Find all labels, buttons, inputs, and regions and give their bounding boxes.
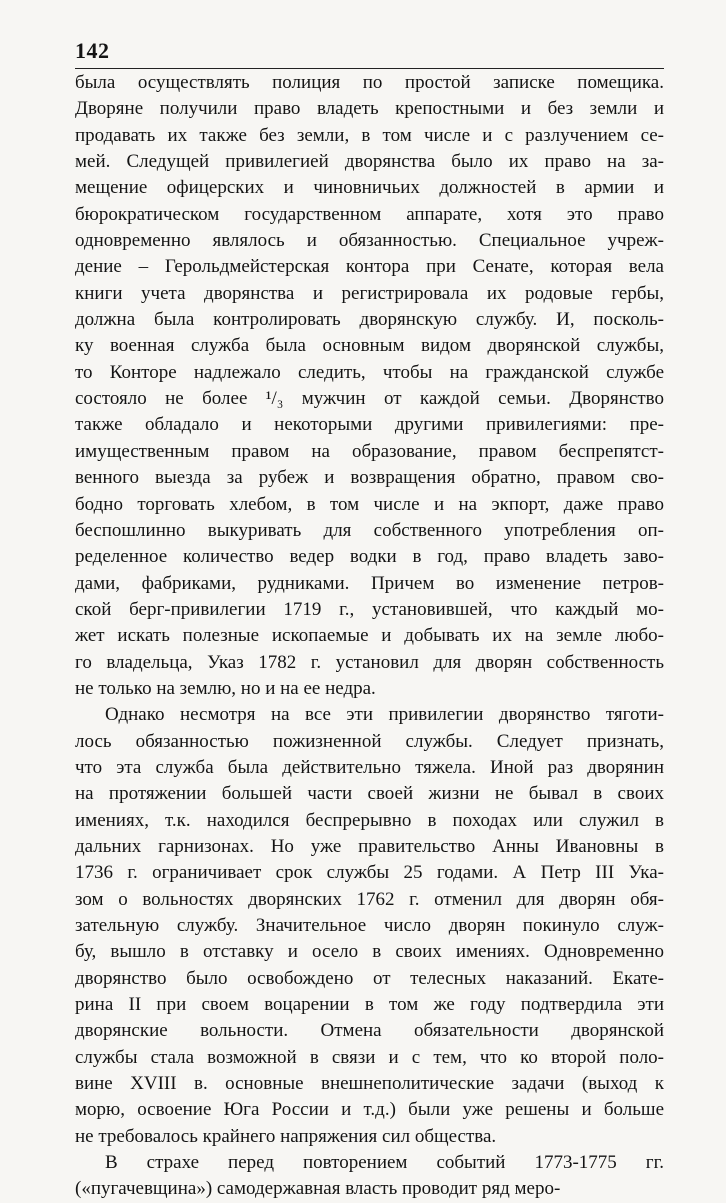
- text-line: не требовалось крайнего напряжения сил общества.: [75, 1125, 497, 1147]
- text-line: ределенное количество ведер водки в год, право владеть заво-: [75, 546, 664, 568]
- text-line: зом о вольностях дворянских 1762 г. отменил для дворян обя-: [75, 888, 664, 910]
- text-line: дворянские вольности. Отмена обязательности дворянской: [75, 1020, 664, 1042]
- text-line: Дворяне получили право владеть крепостными и без земли и: [75, 98, 664, 120]
- paragraph: [75, 1150, 664, 1203]
- text-line: ской берг-привилегии 1719 г., установившей, что каждый мо-: [75, 598, 664, 620]
- text-line: венного выезда за рубеж и возвращения обратно, правом сво-: [75, 467, 664, 489]
- text-line: также обладало и некоторыми другими привилегиями: пре-: [75, 414, 664, 436]
- text-line: продавать их также без земли, в том числе и с разлучением се-: [75, 124, 664, 146]
- paragraph: [75, 70, 664, 702]
- text-line: службы стала возможной в связи и с тем, что ко второй поло-: [75, 1046, 664, 1068]
- text-line: бу, вышло в отставку и осело в своих имениях. Одновременно: [75, 941, 664, 963]
- text-line: имениях, т.к. находился беспрерывно в походах или служил в: [75, 809, 664, 831]
- text-line: ку военная служба была основным видом дворянской службы,: [75, 335, 664, 357]
- text-line: го владельца, Указ 1782 г. установил для дворян собственность: [75, 651, 664, 673]
- text-line: дальних гарнизонах. Но уже правительство Анны Ивановны в: [75, 835, 664, 857]
- text-line: морю, освоение Юга России и т.д.) были уже решены и больше: [75, 1099, 664, 1121]
- text-line: мещение офицерских и чиновничьих должностей в армии и: [75, 177, 664, 199]
- text-line: 1736 г. ограничивает срок службы 25 годами. А Петр III Ука-: [75, 862, 664, 884]
- text-line: лось обязанностью пожизненной службы. Следует признать,: [75, 730, 664, 752]
- text-line: дение – Герольдмейстерская контора при Сенате, которая вела: [75, 256, 664, 278]
- text-line: то Конторе надлежало следить, чтобы на гражданской службе: [75, 361, 664, 383]
- text-line: должна была контролировать дворянскую службу. И, посколь-: [75, 309, 664, 331]
- text-line: дворянство было освобождено от телесных наказаний. Екате-: [75, 967, 664, 989]
- text-line: одновременно являлось и обязанностью. Специальное учреж-: [75, 230, 664, 252]
- text-line: Однако несмотря на все эти привилегии дворянство тяготи-: [105, 704, 664, 726]
- text-line: что эта служба была действительно тяжела. Иной раз дворянин: [75, 756, 664, 778]
- paragraph: [75, 702, 664, 1150]
- text-line: была осуществлять полиция по простой записке помещика.: [75, 72, 664, 93]
- text-line: рина II при своем воцарении в том же году подтвердила эти: [75, 994, 664, 1016]
- text-line: В страхе перед повторением событий 1773-1775 гг.: [105, 1152, 664, 1174]
- text-line: («пугачевщина») самодержавная власть проводит ряд меро-: [75, 1178, 561, 1200]
- text-line: беспошлинно выкуривать для собственного употребления оп-: [75, 519, 664, 541]
- text-line: жет искать полезные ископаемые и добывать их на земле любо-: [75, 625, 664, 647]
- text-line: имущественным правом на образование, правом беспрепятст-: [75, 440, 664, 462]
- text-line: мей. Следущей привилегией дворянства было их право на за-: [75, 151, 664, 173]
- text-line: на протяжении большей части своей жизни не бывал в своих: [75, 783, 664, 805]
- text-line: бюрократическом государственном аппарате, хотя это право: [75, 203, 664, 225]
- text-line: зательную службу. Значительное число дворян покинуло служ-: [75, 915, 664, 936]
- text-line: вине XVIII в. основные внешнеполитические задачи (выход к: [75, 1073, 664, 1095]
- header-rule: [75, 68, 664, 69]
- page-number: 142: [75, 38, 110, 63]
- text-line: бодно торговать хлебом, в том числе и на экпорт, даже право: [75, 493, 664, 515]
- text-line: состояло не более ¹/₃ мужчин от каждой семьи. Дворянство: [75, 388, 664, 410]
- body-text: [75, 70, 664, 1203]
- text-line: не только на землю, но и на ее недра.: [75, 677, 376, 699]
- text-line: дами, фабриками, рудниками. Причем во изменение петров-: [75, 572, 664, 594]
- text-line: книги учета дворянства и регистрировала их родовые гербы,: [75, 282, 664, 304]
